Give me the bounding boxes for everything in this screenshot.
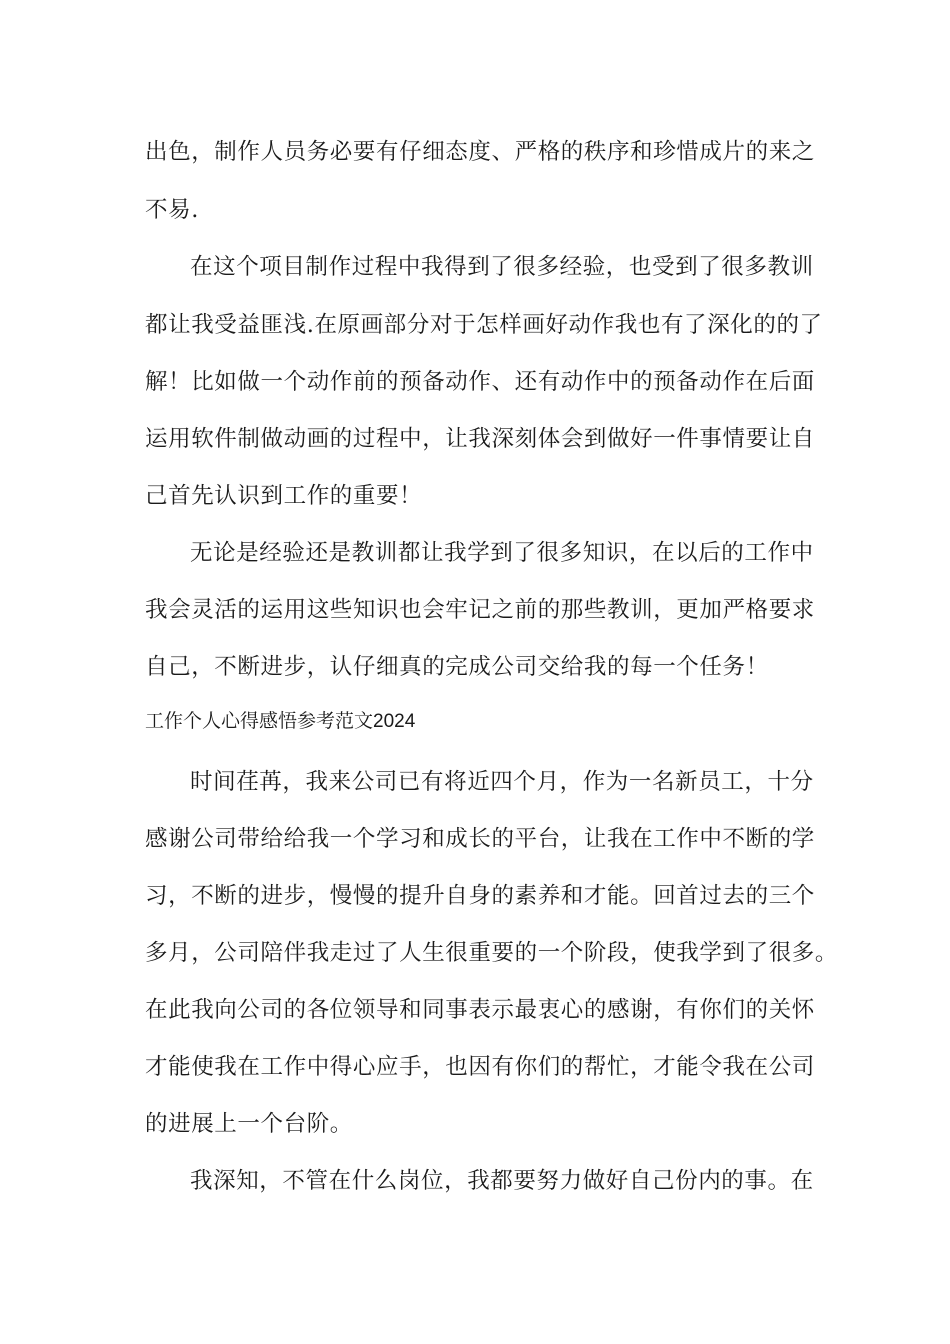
section-heading: 工作个人心得感悟参考范文2024 bbox=[145, 711, 416, 732]
paragraph-line: 才能使我在工作中得心应手，也因有你们的帮忙，才能令我在公司 bbox=[145, 1054, 815, 1080]
paragraph-line: 在此我向公司的各位领导和同事表示最衷心的感谢，有你们的关怀 bbox=[145, 997, 815, 1023]
paragraph-line: 的进展上一个台阶。 bbox=[145, 1111, 353, 1137]
paragraph-line: 都让我受益匪浅.在原画部分对于怎样画好动作我也有了深化的的了 bbox=[145, 312, 823, 338]
paragraph-line: 出色，制作人员务必要有仔细态度、严格的秩序和珍惜成片的来之 bbox=[145, 139, 815, 165]
paragraph-line: 自己，不断进步，认仔细真的完成公司交给我的每一个任务！ bbox=[145, 654, 769, 680]
paragraph-first-line: 在这个项目制作过程中我得到了很多经验，也受到了很多教训 bbox=[190, 254, 814, 280]
paragraph-line: 运用软件制做动画的过程中，让我深刻体会到做好一件事情要让自 bbox=[145, 426, 815, 452]
paragraph-line: 习，不断的进步，慢慢的提升自身的素养和才能。回首过去的三个 bbox=[145, 883, 815, 909]
paragraph-line: 解！比如做一个动作前的预备动作、还有动作中的预备动作在后面 bbox=[145, 369, 815, 395]
paragraph-line: 己首先认识到工作的重要！ bbox=[145, 483, 423, 509]
paragraph-first-line: 我深知，不管在什么岗位，我都要努力做好自己份内的事。在 bbox=[190, 1168, 814, 1194]
paragraph-line: 我会灵活的运用这些知识也会牢记之前的那些教训，更加严格要求 bbox=[145, 597, 815, 623]
paragraph-first-line: 时间荏苒，我来公司已有将近四个月，作为一名新员工，十分 bbox=[190, 769, 814, 795]
paragraph-line: 不易. bbox=[145, 197, 199, 223]
paragraph-line: 多月，公司陪伴我走过了人生很重要的一个阶段，使我学到了很多。 bbox=[145, 940, 839, 966]
paragraph-line: 感谢公司带给给我一个学习和成长的平台，让我在工作中不断的学 bbox=[145, 826, 815, 852]
paragraph-first-line: 无论是经验还是教训都让我学到了很多知识，在以后的工作中 bbox=[190, 540, 814, 566]
